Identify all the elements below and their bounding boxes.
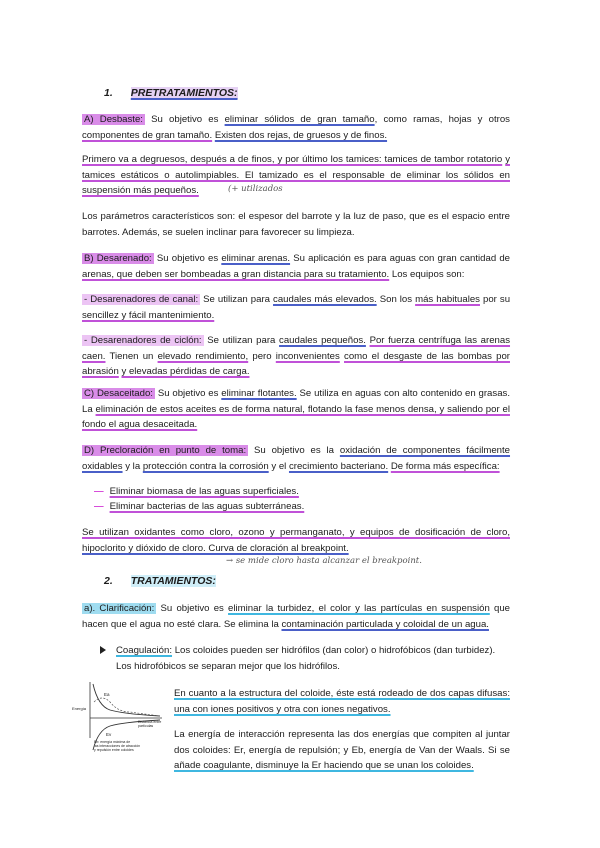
text-underlined: fondo el agua desaceitada.	[82, 419, 198, 431]
text-underlined: más habituales	[415, 294, 480, 305]
figure-label-top: Ea	[104, 692, 110, 697]
text-underlined: arenas, que deben ser bombeadas a gran distancia para su tratamiento.	[82, 268, 390, 280]
text-underlined: Existen dos rejas, de gruesos y de finos.	[214, 129, 388, 141]
text-underlined: añade coagulante, disminuye la Er haciendo que se unan los coloides.	[174, 760, 474, 772]
text-underlined: hipoclorito y dióxido de cloro. Curva de cloración al breakpoint.	[82, 542, 349, 554]
dash-bullet-icon: —	[94, 486, 104, 497]
text: Su aplicación es para aguas con gran cantidad de	[293, 253, 511, 264]
text: por su	[483, 294, 511, 305]
paragraph-desbaste	[82, 112, 510, 143]
text-underlined: y elevadas pérdidas de carga.	[121, 366, 250, 378]
text-underlined: una con iones positivos y otra con iones negativos.	[174, 703, 391, 715]
text-underlined: Eliminar biomasa de las aguas superficiales.	[109, 486, 299, 497]
paragraph-desbaste-tamices	[82, 152, 510, 199]
figure-label-mid: Distancia entre partículas	[138, 720, 162, 728]
label-coagulacion: Coagulación:	[116, 645, 173, 656]
text: Los hidrofóbicos se separan mejor que los hidrófilos.	[116, 660, 340, 672]
text-underlined: Se utilizan oxidantes como cloro, ozono y permanganato, y equipos de dosificación de cloro,	[82, 527, 510, 538]
label-desarenadores-ciclon: - Desarenadores de ciclón:	[84, 335, 202, 346]
text: La energía de interacción representa las dos energías que compiten al juntar	[174, 729, 510, 740]
text-underlined: Eliminar bacterias de las aguas subterráneas.	[109, 501, 305, 512]
text: Los equipos son:	[391, 268, 465, 280]
text-underlined: contaminación particulada y coloidal de un agua.	[281, 618, 489, 630]
text: , como ramas, hojas y otros	[374, 114, 510, 125]
text: Se utilizan para	[203, 294, 270, 305]
section-number: 1.	[104, 87, 113, 99]
text-underlined: protección contra la corrosión	[142, 460, 269, 472]
text-underlined: De forma más específica:	[390, 460, 500, 472]
text: y el	[271, 460, 287, 472]
section-number: 2.	[104, 575, 113, 587]
bullet-bacterias	[94, 499, 494, 515]
text-underlined: eliminar arenas.	[221, 253, 291, 264]
dash-bullet-icon: —	[94, 501, 104, 512]
paragraph-clarificacion	[82, 601, 510, 632]
text: Su objetivo es	[160, 603, 224, 614]
text-underlined: suspensión más pequeños.	[82, 185, 199, 197]
paragraph-oxidantes	[82, 525, 510, 556]
text-underlined: elevado rendimiento,	[157, 350, 249, 362]
bullet-biomasa	[94, 484, 494, 500]
legend-line: y repulsión entre coloides	[94, 748, 134, 752]
text-underlined: Por fuerza centrífuga las arenas caen.	[82, 335, 511, 362]
text: Su objetivo es	[151, 114, 219, 125]
paragraph-desarenadores-ciclon	[82, 333, 510, 380]
text: que el agua no esté clara. Se elimina la	[110, 618, 279, 630]
paragraph-desarenado	[82, 251, 510, 282]
text-underlined: caudales más elevados.	[273, 294, 377, 305]
text-underlined: eliminar sólidos de gran tamaño	[224, 114, 375, 125]
energy-diagram-figure	[72, 678, 166, 758]
section-heading-tratamientos	[104, 575, 216, 587]
text: y la	[125, 460, 141, 472]
legend-line: las interacciones de atracción	[94, 744, 141, 748]
text: Su objetivo es	[156, 253, 219, 264]
paragraph-coagulacion	[100, 643, 510, 674]
paragraph-coloide	[174, 686, 510, 717]
text-underlined: caudales pequeños.	[279, 335, 366, 346]
text: pero	[252, 350, 272, 362]
text-underlined: componentes de gran tamaño.	[82, 129, 213, 141]
text: barrotes. Además, se suelen inclinar para favorecer su limpieza.	[82, 226, 355, 238]
paragraph-desarenadores-canal	[82, 292, 510, 323]
paragraph-precloracion	[82, 443, 510, 474]
text: Son los	[379, 294, 413, 305]
text-underlined: crecimiento bacteriano.	[288, 460, 389, 472]
text: dos coloides: Er, energía de repulsión; y Eb, energía de Van der Waals. Si se	[174, 744, 510, 756]
repulsion-curve	[93, 684, 160, 716]
text-underlined: Primero va a degruesos, después a de finos, y por último los tamices: tamices de tambor rotatorio	[82, 154, 503, 165]
text: Se utilizan para	[207, 335, 276, 346]
label-desbaste: A) Desbaste:	[84, 114, 143, 125]
label-precloracion: D) Precloración en punto de toma:	[84, 445, 247, 456]
label-desarenado: B) Desarenado:	[84, 253, 152, 264]
text-underlined: sencillez y fácil mantenimiento.	[82, 309, 215, 321]
text: Su objetivo es	[157, 388, 219, 399]
arrow-bullet-icon	[100, 646, 106, 654]
figure-label-bottom: Ev	[106, 732, 112, 737]
section-heading-pretratamientos	[104, 87, 238, 99]
text-underlined: eliminar flotantes.	[221, 388, 297, 399]
handwritten-note-utilizados: (+ utilizados	[228, 184, 283, 194]
label-desaceitado: C) Desaceitado:	[84, 388, 153, 399]
text-underlined: oxidación de componentes fácilmente oxidables	[82, 445, 511, 472]
text-underlined: En cuanto a la estructura del coloide, éste está rodeado de dos capas difusas:	[174, 688, 510, 699]
section-title: PRETRATAMIENTOS:	[130, 87, 238, 99]
text: que hacen	[82, 603, 510, 630]
figure-label-left: Energía	[72, 706, 87, 711]
paragraph-desbaste-parametros	[82, 209, 510, 240]
label-desarenadores-canal: - Desarenadores de canal:	[84, 294, 199, 305]
paragraph-energia	[174, 727, 510, 774]
text-underlined: inconvenientes	[275, 350, 340, 362]
text-underlined: eliminar la turbidez, el color y las partículas en suspensión	[228, 603, 490, 614]
text-underlined: y tamices estáticos o autolimpiables. El tamizado es el responsable de eliminar los sólidos en	[82, 154, 510, 181]
text-underlined: como el desgaste de las bombas por abrasión	[82, 350, 510, 378]
text: Los coloides pueden ser hidrófilos (dan color) o hidrofóbicos (dan turbidez).	[174, 645, 496, 656]
legend-line: Eb: energía máxima de	[94, 740, 131, 744]
text-underlined: eliminación de estos aceites es de forma natural, flotando la fase menos densa, y saliendo por el	[95, 403, 510, 415]
label-clarificacion: a). Clarificación:	[84, 603, 155, 614]
text: Se utiliza en aguas con alto contenido en grasas. La	[82, 388, 510, 415]
text: Los parámetros característicos son: el espesor del barrote y la luz de paso, que es el espacio entre	[82, 211, 510, 222]
handwritten-note-breakpoint: → se mide cloro hasta alcanzar el breakpoint.	[226, 556, 422, 566]
paragraph-desaceitado	[82, 386, 510, 433]
section-title: TRATAMIENTOS:	[130, 575, 216, 587]
text: Su objetivo es la	[254, 445, 334, 456]
figure-legend	[94, 740, 164, 752]
text: Tienen un	[109, 350, 154, 362]
